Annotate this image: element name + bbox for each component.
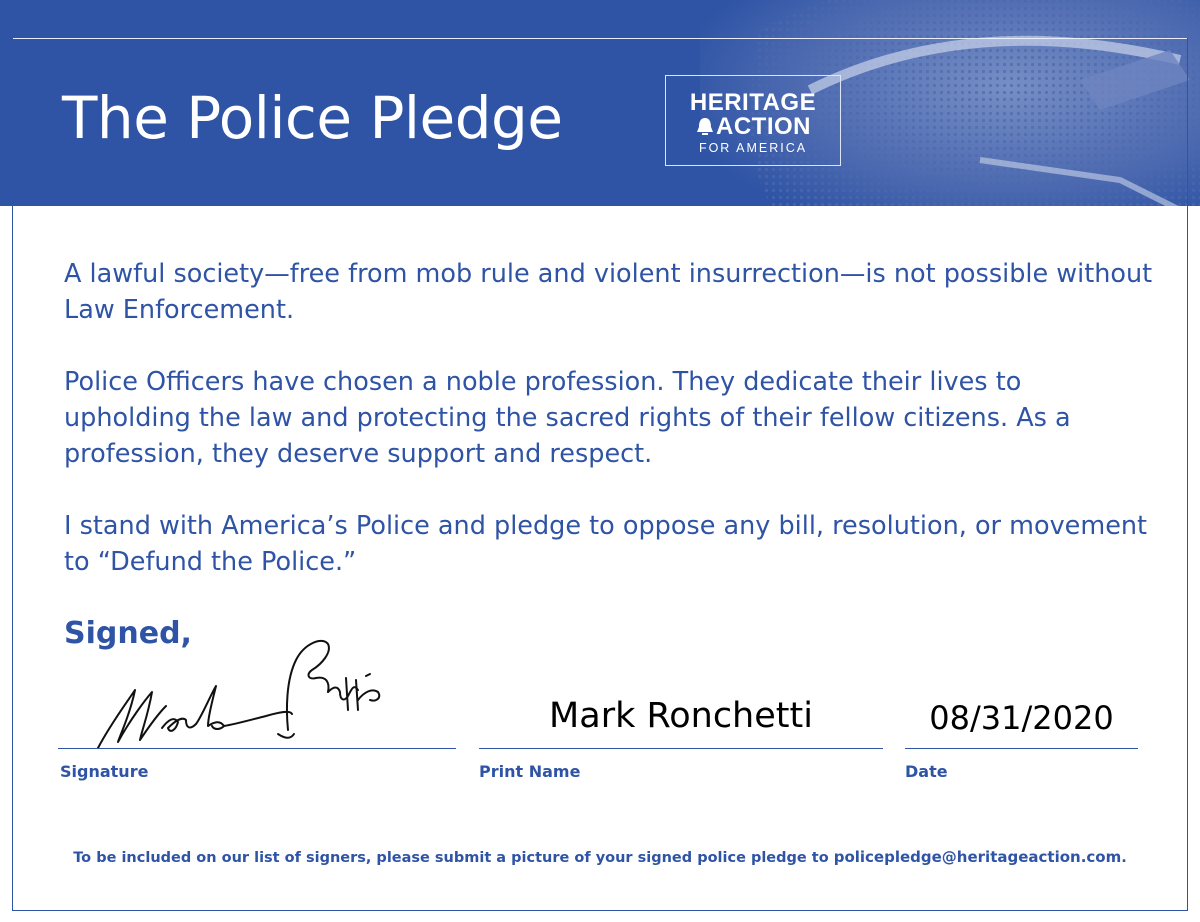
print-name-value: Mark Ronchetti bbox=[549, 696, 813, 736]
handwritten-signature bbox=[90, 630, 390, 760]
date-value: 08/31/2020 bbox=[929, 699, 1114, 737]
pledge-paragraph-1: A lawful society—free from mob rule and violent insurrection—is not possible without Law Enforcement. bbox=[64, 259, 1153, 325]
page-title: The Police Pledge bbox=[62, 84, 563, 152]
footer-note bbox=[0, 848, 1200, 866]
outer-border bbox=[12, 38, 1188, 911]
logo-line-2-text: ACTION bbox=[716, 113, 811, 140]
logo-line-1: HERITAGE bbox=[689, 89, 817, 116]
footer-text: To be included on our list of signers, please submit a picture of your signed police pledge to bbox=[73, 850, 834, 866]
logo-line-3: FOR AMERICA bbox=[698, 141, 808, 155]
pledge-paragraph-3: I stand with America’s Police and pledge to oppose any bill, resolution, or movement to “Defund the Police.” bbox=[64, 511, 1148, 577]
contact-email-link[interactable]: policepledge@heritageaction.com bbox=[833, 848, 1122, 866]
date-label: Date bbox=[905, 762, 948, 781]
pledge-paragraph-2: Police Officers have chosen a noble profession. They dedicate their lives to upholding the law and protecting the sacred rights of their fellow citizens. As a profession, they deserve support and respect. bbox=[64, 367, 1071, 469]
footer-suffix: . bbox=[1121, 850, 1127, 866]
signature-line bbox=[58, 748, 456, 749]
signed-heading: Signed, bbox=[64, 616, 192, 651]
signature-label: Signature bbox=[60, 762, 149, 781]
print-name-line bbox=[479, 748, 883, 749]
date-line bbox=[905, 748, 1138, 749]
print-name-label: Print Name bbox=[479, 762, 581, 781]
